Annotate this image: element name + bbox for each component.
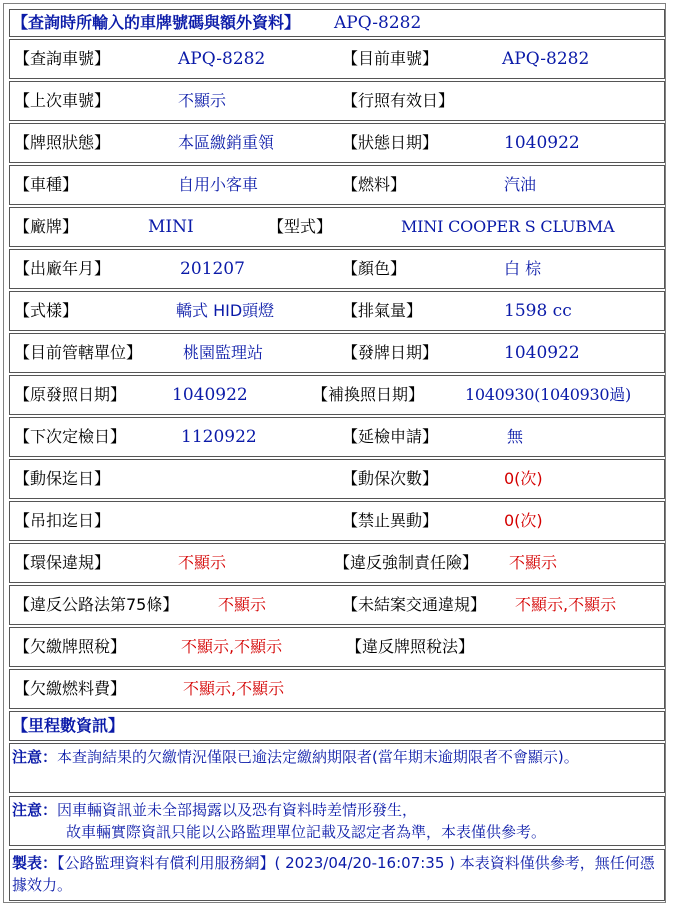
label-unpaid-license-tax: 【欠繳牌照稅】	[14, 637, 127, 656]
value-highway-act-violation: 不顯示	[218, 595, 267, 614]
value-previous-plate: 不顯示	[178, 91, 227, 110]
mileage-row	[9, 711, 665, 741]
header-plate: APQ-8282	[334, 13, 422, 33]
value-manufacture-date: 201207	[180, 259, 245, 279]
table-row	[9, 501, 665, 541]
table-row	[9, 669, 665, 709]
note-head: 注意：	[12, 801, 58, 819]
value-plate-issue-date: 1040922	[504, 343, 580, 363]
table-row	[9, 417, 665, 457]
label-license-tax-violation: 【違反牌照稅法】	[346, 637, 475, 656]
table-row	[9, 39, 665, 79]
note-overdue	[9, 743, 665, 793]
value-unpaid-license-tax: 不顯示,不顯示	[181, 637, 283, 656]
label-brand: 【廠牌】	[14, 217, 79, 236]
value-current-plate: APQ-8282	[502, 49, 590, 69]
table-row	[9, 207, 665, 247]
label-plate-issue-date: 【發牌日期】	[342, 343, 439, 362]
note-text: 【公路監理資料有償利用服務網】( 2023/04/20-16:07:35 ) 本表資料僅供參考，無任何憑據效力。	[12, 854, 655, 894]
value-status-date: 1040922	[504, 133, 580, 153]
label-plate-status: 【牌照狀態】	[14, 133, 111, 152]
table-row	[9, 249, 665, 289]
label-query-plate: 【查詢車號】	[14, 49, 111, 68]
value-query-plate: APQ-8282	[178, 49, 266, 69]
value-original-license-date: 1040922	[172, 385, 248, 405]
label-reissue-date: 【補換照日期】	[312, 385, 425, 404]
value-fuel: 汽油	[504, 175, 537, 194]
value-insurance-violation: 不顯示	[509, 553, 558, 572]
value-unpaid-fuel-fee: 不顯示,不顯示	[183, 679, 285, 698]
value-jurisdiction: 桃園監理站	[183, 343, 264, 362]
label-next-inspection: 【下次定檢日】	[14, 427, 127, 446]
note-source	[9, 849, 665, 901]
value-next-inspection: 1120922	[181, 427, 257, 447]
mileage-title: 【里程數資訊】	[12, 716, 125, 735]
table-row	[9, 459, 665, 499]
value-body-style: 轎式 HID頭燈	[176, 301, 275, 320]
label-color: 【顏色】	[342, 259, 407, 278]
table-row	[9, 543, 665, 583]
table-row	[9, 165, 665, 205]
label-environmental-violation: 【環保違規】	[14, 553, 111, 572]
value-model: MINI COOPER S CLUBMA	[401, 217, 615, 236]
table-row	[9, 375, 665, 415]
label-displacement: 【排氣量】	[342, 301, 423, 320]
value-plate-status: 本區繳銷重領	[178, 133, 275, 152]
value-environmental-violation: 不顯示	[178, 553, 227, 572]
note-text: 本查詢結果的欠繳情況僅限已逾法定繳納期限者(當年期末逾期限者不會顯示)。	[57, 748, 579, 766]
label-lien-end-date: 【動保迄日】	[14, 469, 111, 488]
table-row	[9, 291, 665, 331]
value-inspection-extension: 無	[507, 427, 524, 446]
note-head: 注意：	[12, 748, 58, 766]
header-title: 【查詢時所輸入的車牌號碼與額外資料】	[12, 13, 301, 32]
note-text: 因車輛資訊並未全部揭露以及恐有資料時差情形發生，	[57, 801, 418, 819]
label-current-plate: 【目前車號】	[342, 49, 439, 68]
value-transfer-ban: 0(次)	[504, 511, 543, 530]
label-manufacture-date: 【出廠年月】	[14, 259, 111, 278]
label-unpaid-fuel-fee: 【欠繳燃料費】	[14, 679, 127, 698]
label-model: 【型式】	[268, 217, 333, 236]
label-body-style: 【式樣】	[14, 301, 79, 320]
value-displacement: 1598 cc	[504, 301, 572, 321]
table-row	[9, 585, 665, 625]
label-fuel: 【燃料】	[342, 175, 407, 194]
table-row	[9, 333, 665, 373]
table-row	[9, 123, 665, 163]
label-insurance-violation: 【違反強制責任險】	[334, 553, 479, 572]
value-vehicle-type: 自用小客車	[178, 175, 259, 194]
label-lien-count: 【動保次數】	[342, 469, 439, 488]
note-text-continued: 故車輛實際資訊只能以公路監理單位記載及認定者為準，本表僅供參考。	[66, 823, 547, 841]
label-vehicle-type: 【車種】	[14, 175, 79, 194]
header-row	[9, 9, 665, 37]
note-disclaimer	[9, 796, 665, 846]
value-color: 白 棕	[504, 259, 542, 278]
label-original-license-date: 【原發照日期】	[14, 385, 127, 404]
label-open-traffic-violation: 【未結案交通違規】	[342, 595, 487, 614]
table-row	[9, 81, 665, 121]
value-brand: MINI	[148, 217, 194, 237]
label-suspension-end-date: 【吊扣迄日】	[14, 511, 111, 530]
label-inspection-extension: 【延檢申請】	[342, 427, 439, 446]
value-open-traffic-violation: 不顯示,不顯示	[515, 595, 617, 614]
label-status-date: 【狀態日期】	[342, 133, 439, 152]
value-reissue-date: 1040930(1040930過)	[465, 385, 631, 404]
label-jurisdiction: 【目前管轄單位】	[14, 343, 143, 362]
label-transfer-ban: 【禁止異動】	[342, 511, 439, 530]
label-previous-plate: 【上次車號】	[14, 91, 111, 110]
note-head: 製表：	[12, 854, 58, 872]
value-lien-count: 0(次)	[504, 469, 543, 488]
label-license-expiry: 【行照有效日】	[342, 91, 455, 110]
table-row	[9, 627, 665, 667]
label-highway-act-violation: 【違反公路法第75條】	[14, 595, 179, 614]
